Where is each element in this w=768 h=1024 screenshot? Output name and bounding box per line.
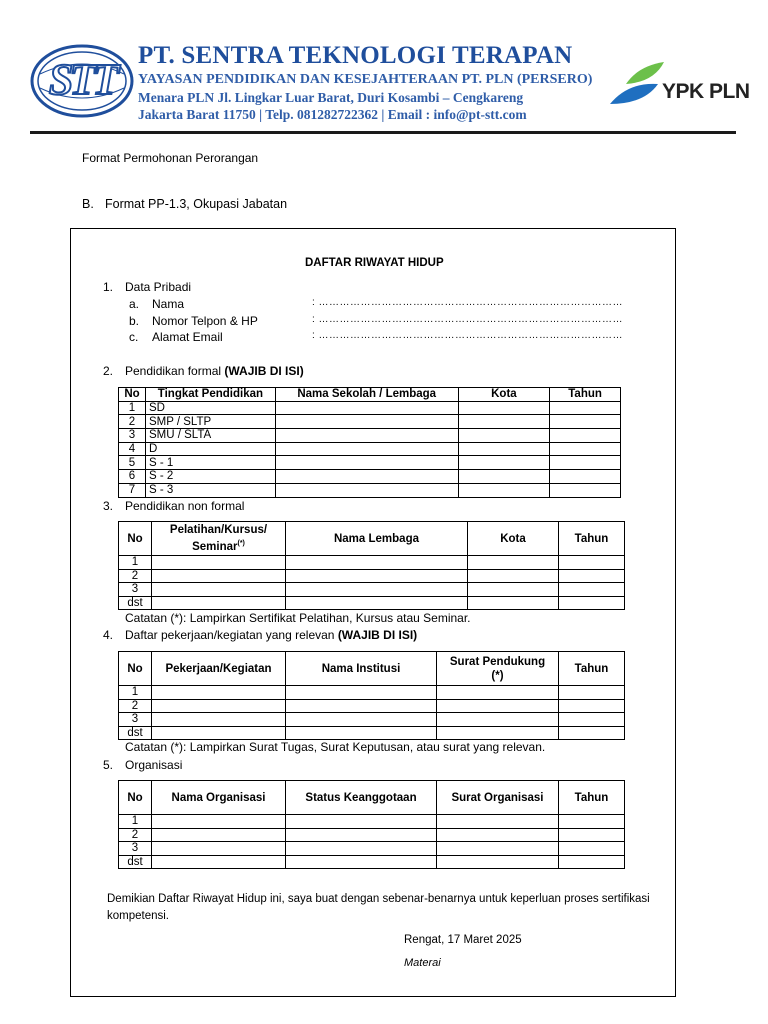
col-header: Nama Sekolah / Lembaga <box>275 388 458 402</box>
empty-cell[interactable] <box>458 456 550 470</box>
field-letter-c: c. <box>129 330 139 344</box>
empty-cell[interactable] <box>559 828 625 842</box>
empty-cell[interactable] <box>550 401 621 415</box>
table-row <box>119 470 621 484</box>
row-no: 3 <box>119 842 152 856</box>
field-value-nama[interactable]: : …………………………………………………………………………… <box>312 297 624 308</box>
empty-cell[interactable] <box>550 483 621 497</box>
header-divider <box>30 131 736 134</box>
row-level: D <box>145 442 275 456</box>
company-name: PT. SENTRA TEKNOLOGI TERAPAN <box>138 42 573 69</box>
address-line-2: Jakarta Barat 11750 | Telp. 081282722362 | Email : info@pt-stt.com <box>138 107 527 122</box>
s5-num: 5. <box>103 758 114 772</box>
row-level: SMU / SLTA <box>145 429 275 443</box>
s3-num: 3. <box>103 499 114 513</box>
row-no: 1 <box>119 556 152 570</box>
row-no: 2 <box>119 699 152 713</box>
empty-cell[interactable] <box>559 726 625 740</box>
empty-cell[interactable] <box>559 855 625 869</box>
s5-title: Organisasi <box>125 758 183 772</box>
empty-cell[interactable] <box>559 842 625 856</box>
col-header: Kota <box>458 388 550 402</box>
nonformal-education-table <box>118 521 625 610</box>
s4-note: Catatan (*): Lampirkan Surat Tugas, Surat Keputusan, atau surat yang relevan. <box>125 740 546 754</box>
empty-cell[interactable] <box>152 556 286 570</box>
empty-cell[interactable] <box>550 470 621 484</box>
s1-num: 1. <box>103 280 114 294</box>
empty-cell[interactable] <box>437 699 559 713</box>
empty-cell[interactable] <box>559 569 625 583</box>
row-no: 4 <box>119 442 146 456</box>
empty-cell[interactable] <box>275 415 458 429</box>
table-row <box>119 699 625 713</box>
empty-cell[interactable] <box>152 686 286 700</box>
empty-cell[interactable] <box>550 429 621 443</box>
s4-num: 4. <box>103 628 114 642</box>
field-letter-b: b. <box>129 314 140 328</box>
empty-cell[interactable] <box>458 470 550 484</box>
empty-cell[interactable] <box>152 842 286 856</box>
table-row <box>119 855 625 869</box>
s2-title: Pendidikan formal <box>125 364 225 378</box>
empty-cell[interactable] <box>152 815 286 829</box>
s4-heading <box>125 628 417 642</box>
empty-cell[interactable] <box>275 401 458 415</box>
s2-heading <box>125 364 304 378</box>
table-row <box>119 401 621 415</box>
address-line-1: Menara PLN Jl. Lingkar Luar Barat, Duri Kosambi – Cengkareng <box>138 90 524 105</box>
col-header-training <box>152 522 286 556</box>
empty-cell[interactable] <box>152 569 286 583</box>
table-row <box>119 726 625 740</box>
empty-cell[interactable] <box>559 699 625 713</box>
table-row <box>119 828 625 842</box>
empty-cell[interactable] <box>458 415 550 429</box>
empty-cell[interactable] <box>152 699 286 713</box>
col-header: Tingkat Pendidikan <box>145 388 275 402</box>
empty-cell[interactable] <box>559 556 625 570</box>
table-row <box>119 686 625 700</box>
s1-title: Data Pribadi <box>125 280 192 294</box>
table-row <box>119 442 621 456</box>
closing-statement-line1: Demikian Daftar Riwayat Hidup ini, saya buat dengan sebenar-benarnya untuk keperluan proses sertifikasi <box>107 893 650 905</box>
col-header: No <box>119 388 146 402</box>
empty-cell[interactable] <box>152 726 286 740</box>
empty-cell[interactable] <box>286 596 468 610</box>
col-header: Tahun <box>559 781 625 815</box>
col-header-supporting-letter-line1: Surat Pendukung <box>449 655 546 668</box>
table-row <box>119 483 621 497</box>
s2-required: (WAJIB DI ISI) <box>224 364 304 378</box>
empty-cell[interactable] <box>286 713 437 727</box>
row-no: 2 <box>119 415 146 429</box>
col-header: Surat Organisasi <box>437 781 559 815</box>
row-level: S - 3 <box>145 483 275 497</box>
empty-cell[interactable] <box>275 429 458 443</box>
section-b-title: Format PP-1.3, Okupasi Jabatan <box>105 197 288 211</box>
empty-cell[interactable] <box>458 442 550 456</box>
row-no: dst <box>119 726 152 740</box>
empty-cell[interactable] <box>152 596 286 610</box>
table-row <box>119 713 625 727</box>
table-row <box>119 596 625 610</box>
row-no: 2 <box>119 569 152 583</box>
empty-cell[interactable] <box>468 596 559 610</box>
closing-statement-line2: kompetensi. <box>107 910 170 922</box>
table-header-row <box>119 388 621 402</box>
field-label-nama: Nama <box>152 297 185 311</box>
s4-required: (WAJIB DI ISI) <box>337 628 418 642</box>
field-label-phone: Nomor Telpon & HP <box>152 314 258 328</box>
row-level: S - 1 <box>145 456 275 470</box>
empty-cell[interactable] <box>286 828 437 842</box>
table-row <box>119 842 625 856</box>
empty-cell[interactable] <box>286 842 437 856</box>
empty-cell[interactable] <box>559 815 625 829</box>
col-header: Status Keanggotaan <box>286 781 437 815</box>
col-header-institution: Nama Institusi <box>286 652 437 686</box>
row-no: 3 <box>119 713 152 727</box>
row-level: S - 2 <box>145 470 275 484</box>
empty-cell[interactable] <box>152 583 286 597</box>
empty-cell[interactable] <box>559 596 625 610</box>
empty-cell[interactable] <box>286 686 437 700</box>
empty-cell[interactable] <box>559 713 625 727</box>
row-level: SD <box>145 401 275 415</box>
table-row <box>119 556 625 570</box>
empty-cell[interactable] <box>286 556 468 570</box>
col-header-no: No <box>119 522 152 556</box>
col-header: No <box>119 781 152 815</box>
empty-cell[interactable] <box>437 686 559 700</box>
empty-cell[interactable] <box>152 713 286 727</box>
empty-cell[interactable] <box>437 815 559 829</box>
row-no: dst <box>119 596 152 610</box>
row-no: 3 <box>119 583 152 597</box>
empty-cell[interactable] <box>286 699 437 713</box>
materai-label: Materai <box>404 957 441 969</box>
row-no: 1 <box>119 815 152 829</box>
table-row <box>119 569 625 583</box>
col-header-job: Pekerjaan/Kegiatan <box>152 652 286 686</box>
empty-cell[interactable] <box>152 828 286 842</box>
table-row <box>119 815 625 829</box>
empty-cell[interactable] <box>275 483 458 497</box>
empty-cell[interactable] <box>286 815 437 829</box>
field-value-email[interactable]: : …………………………………………………………………………… <box>312 330 624 341</box>
empty-cell[interactable] <box>550 456 621 470</box>
table-header-row <box>119 781 625 815</box>
empty-cell[interactable] <box>286 569 468 583</box>
col-header-institution: Nama Lembaga <box>286 522 468 556</box>
col-header-training-line1: Pelatihan/Kursus/ <box>169 524 268 537</box>
section-b-letter: B. <box>82 197 94 211</box>
empty-cell[interactable] <box>437 828 559 842</box>
empty-cell[interactable] <box>286 726 437 740</box>
empty-cell[interactable] <box>468 583 559 597</box>
s4-title: Daftar pekerjaan/kegiatan yang relevan <box>125 628 338 642</box>
foundation-name: YAYASAN PENDIDIKAN DAN KESEJAHTERAAN PT. PLN (PERSERO) <box>138 72 593 87</box>
col-header-supporting-letter-line2: (*) <box>491 669 504 682</box>
col-header: Nama Organisasi <box>152 781 286 815</box>
format-title: Format Permohonan Perorangan <box>82 151 259 165</box>
empty-cell[interactable] <box>468 569 559 583</box>
empty-cell[interactable] <box>275 470 458 484</box>
empty-cell[interactable] <box>275 456 458 470</box>
table-row <box>119 429 621 443</box>
place-date: Rengat, 17 Maret 2025 <box>404 934 522 946</box>
empty-cell[interactable] <box>458 401 550 415</box>
row-no: 6 <box>119 470 146 484</box>
work-history-table <box>118 651 625 740</box>
col-header-city: Kota <box>468 522 559 556</box>
stt-logo-text: STT <box>48 55 116 104</box>
empty-cell[interactable] <box>286 583 468 597</box>
empty-cell[interactable] <box>437 726 559 740</box>
table-row <box>119 583 625 597</box>
row-no: dst <box>119 855 152 869</box>
col-header-no: No <box>119 652 152 686</box>
empty-cell[interactable] <box>275 442 458 456</box>
empty-cell[interactable] <box>458 483 550 497</box>
empty-cell[interactable] <box>152 855 286 869</box>
s2-num: 2. <box>103 364 114 378</box>
s3-note: Catatan (*): Lampirkan Sertifikat Pelatihan, Kursus atau Seminar. <box>125 611 471 625</box>
table-header-row <box>119 652 625 686</box>
field-letter-a: a. <box>129 297 140 311</box>
cv-title: DAFTAR RIWAYAT HIDUP <box>305 257 444 269</box>
empty-cell[interactable] <box>437 842 559 856</box>
empty-cell[interactable] <box>468 556 559 570</box>
empty-cell[interactable] <box>437 855 559 869</box>
empty-cell[interactable] <box>437 713 559 727</box>
col-header-training-line2: Seminar <box>192 540 238 553</box>
s3-title: Pendidikan non formal <box>125 499 245 513</box>
col-header-supporting-letter <box>437 652 559 686</box>
table-row <box>119 456 621 470</box>
col-header-year: Tahun <box>559 522 625 556</box>
organization-table <box>118 780 625 869</box>
empty-cell[interactable] <box>559 583 625 597</box>
empty-cell[interactable] <box>550 442 621 456</box>
row-no: 1 <box>119 401 146 415</box>
table-row <box>119 415 621 429</box>
row-no: 3 <box>119 429 146 443</box>
col-header: Tahun <box>550 388 621 402</box>
formal-education-table <box>118 387 621 498</box>
col-header-year: Tahun <box>559 652 625 686</box>
empty-cell[interactable] <box>286 855 437 869</box>
field-label-email: Alamat Email <box>152 330 223 344</box>
row-no: 5 <box>119 456 146 470</box>
ypk-pln-logo-text: YPK PLN <box>662 80 750 103</box>
row-no: 7 <box>119 483 146 497</box>
footnote-mark: (*) <box>237 540 245 548</box>
table-header-row <box>119 522 625 556</box>
empty-cell[interactable] <box>559 686 625 700</box>
row-no: 1 <box>119 686 152 700</box>
field-value-phone[interactable]: : …………………………………………………………………………… <box>312 314 624 325</box>
empty-cell[interactable] <box>458 429 550 443</box>
empty-cell[interactable] <box>550 415 621 429</box>
row-level: SMP / SLTP <box>145 415 275 429</box>
row-no: 2 <box>119 828 152 842</box>
